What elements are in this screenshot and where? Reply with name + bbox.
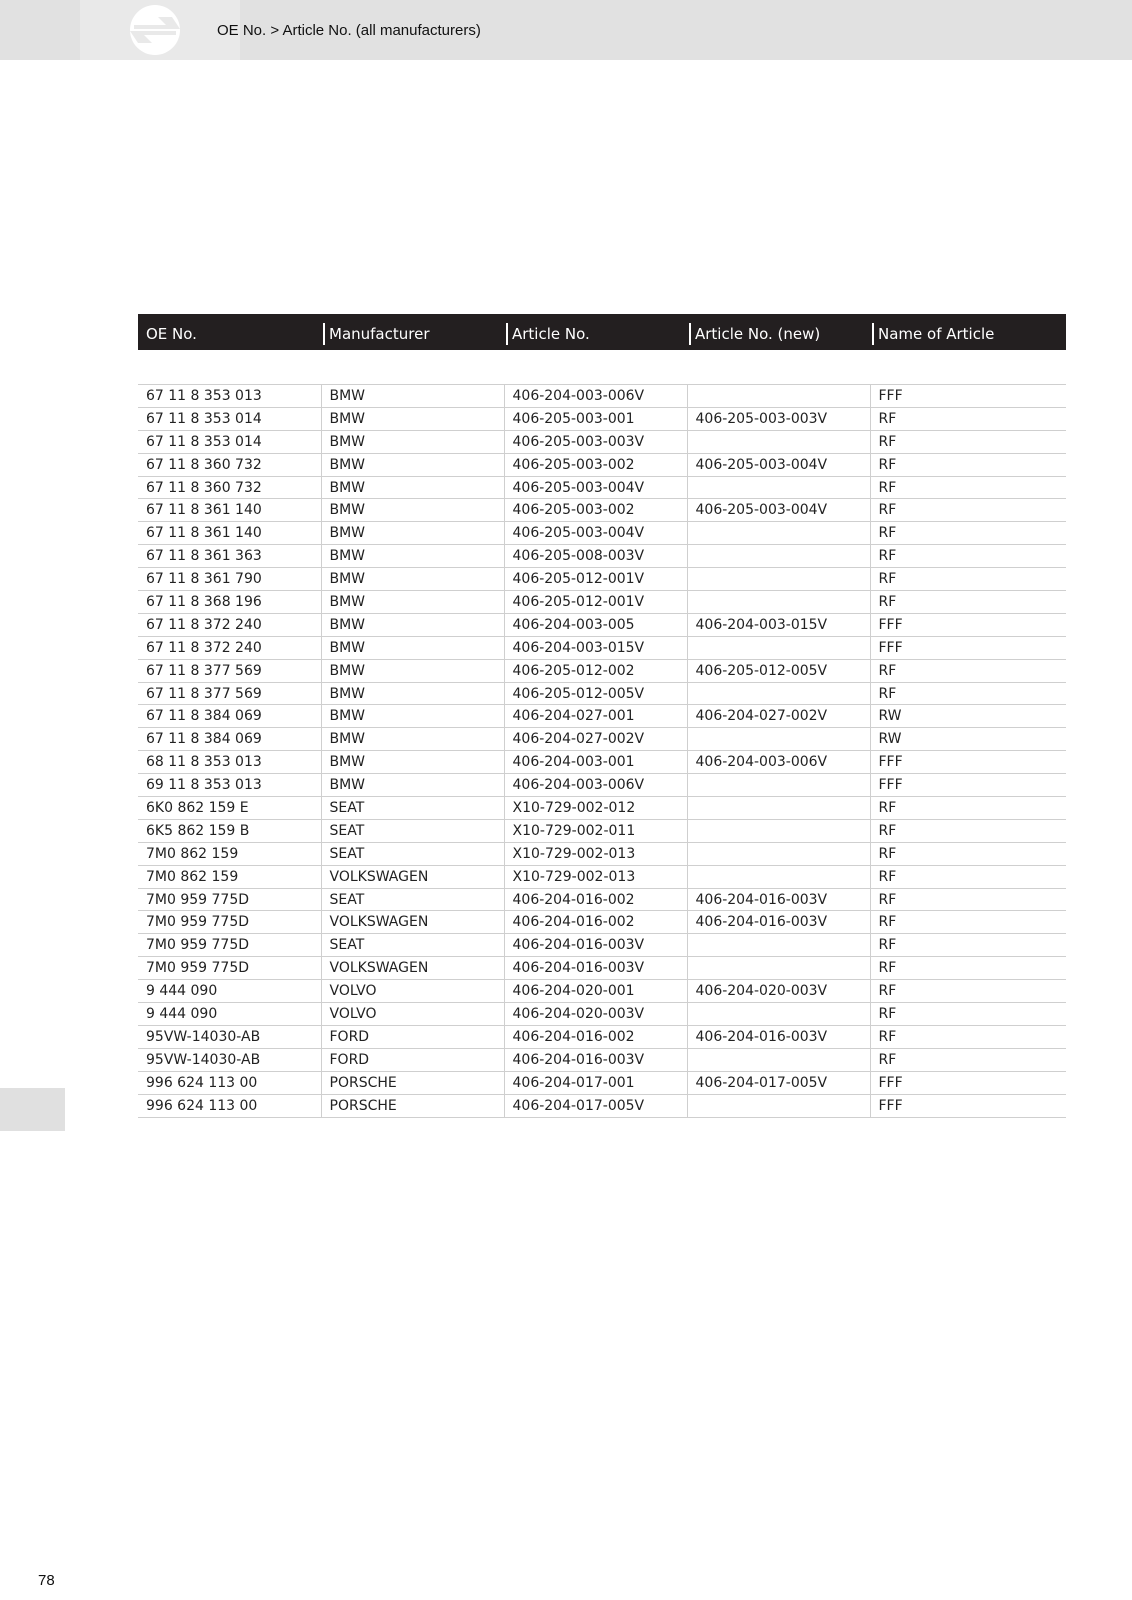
table-cell: 406-204-027-001: [504, 705, 687, 728]
table-cell: FFF: [870, 751, 1066, 774]
article-table: [138, 314, 1066, 1118]
table-cell: BMW: [321, 568, 504, 591]
table-cell: 7M0 959 775D: [138, 957, 321, 980]
table-cell: 406-205-003-002: [504, 499, 687, 522]
table-cell: 406-204-016-002: [504, 1025, 687, 1048]
table-cell: SEAT: [321, 888, 504, 911]
table-cell: 406-205-012-005V: [687, 659, 870, 682]
table-cell: X10-729-002-011: [504, 819, 687, 842]
table-cell: BMW: [321, 705, 504, 728]
table-cell: [687, 797, 870, 820]
table-row: [138, 957, 1066, 980]
table-cell: BMW: [321, 407, 504, 430]
table-cell: RF: [870, 476, 1066, 499]
table-cell: [687, 842, 870, 865]
table-cell: 406-204-016-003V: [687, 911, 870, 934]
column-header: Manufacturer: [321, 314, 504, 350]
table-cell: 406-204-003-001: [504, 751, 687, 774]
table-row: [138, 545, 1066, 568]
table-row: [138, 728, 1066, 751]
table-row: [138, 385, 1066, 408]
table-cell: FFF: [870, 1071, 1066, 1094]
table-row: [138, 591, 1066, 614]
table-cell: 95VW-14030-AB: [138, 1048, 321, 1071]
table-cell: RF: [870, 911, 1066, 934]
table-cell: BMW: [321, 682, 504, 705]
table-cell: BMW: [321, 499, 504, 522]
table-cell: 67 11 8 361 363: [138, 545, 321, 568]
table-row: [138, 888, 1066, 911]
table-row: [138, 797, 1066, 820]
table-cell: 68 11 8 353 013: [138, 751, 321, 774]
table-row: [138, 1048, 1066, 1071]
table-cell: 406-205-003-004V: [504, 476, 687, 499]
table-cell: 406-205-008-003V: [504, 545, 687, 568]
table-cell: RF: [870, 659, 1066, 682]
table-cell: 406-204-003-006V: [504, 385, 687, 408]
table-cell: RW: [870, 705, 1066, 728]
table-cell: 406-205-012-001V: [504, 591, 687, 614]
table-cell: BMW: [321, 385, 504, 408]
table-cell: [687, 591, 870, 614]
table-cell: [687, 430, 870, 453]
table-cell: 996 624 113 00: [138, 1071, 321, 1094]
table-cell: 406-204-016-003V: [504, 934, 687, 957]
table-row: [138, 1071, 1066, 1094]
table-header: [138, 314, 1066, 350]
table-cell: RF: [870, 1048, 1066, 1071]
table-cell: 406-204-003-015V: [504, 636, 687, 659]
table-cell: [687, 568, 870, 591]
table-cell: [687, 682, 870, 705]
table-cell: 406-204-016-002: [504, 911, 687, 934]
table-cell: [687, 1003, 870, 1026]
table-cell: X10-729-002-013: [504, 865, 687, 888]
table-cell: RF: [870, 682, 1066, 705]
table-header-row: [138, 314, 1066, 350]
table-cell: BMW: [321, 591, 504, 614]
table-cell: RF: [870, 797, 1066, 820]
table-row: [138, 522, 1066, 545]
table-cell: VOLVO: [321, 1003, 504, 1026]
table-cell: 406-204-003-015V: [687, 613, 870, 636]
table-cell: RF: [870, 591, 1066, 614]
table-cell: SEAT: [321, 842, 504, 865]
table-cell: 67 11 8 372 240: [138, 636, 321, 659]
table-cell: RF: [870, 499, 1066, 522]
table-row: [138, 430, 1066, 453]
table-body: [138, 350, 1066, 1117]
table-cell: 6K0 862 159 E: [138, 797, 321, 820]
table-cell: SEAT: [321, 819, 504, 842]
table-cell: [687, 476, 870, 499]
table-row: [138, 1003, 1066, 1026]
table-cell: [687, 1094, 870, 1117]
table-row: [138, 774, 1066, 797]
table-cell: VOLKSWAGEN: [321, 911, 504, 934]
article-table-wrapper: [138, 314, 1066, 1118]
table-cell: [687, 522, 870, 545]
table-cell: 406-205-003-001: [504, 407, 687, 430]
table-cell: [687, 819, 870, 842]
table-cell: 406-204-027-002V: [687, 705, 870, 728]
column-header: OE No.: [138, 314, 321, 350]
table-cell: VOLVO: [321, 980, 504, 1003]
table-cell: RF: [870, 842, 1066, 865]
table-cell: PORSCHE: [321, 1094, 504, 1117]
table-cell: RW: [870, 728, 1066, 751]
table-cell: 67 11 8 361 140: [138, 499, 321, 522]
table-cell: 406-204-016-003V: [687, 888, 870, 911]
table-cell: VOLKSWAGEN: [321, 865, 504, 888]
table-row: [138, 934, 1066, 957]
table-cell: 67 11 8 361 790: [138, 568, 321, 591]
table-cell: 406-205-003-004V: [504, 522, 687, 545]
table-cell: [687, 728, 870, 751]
table-row: [138, 636, 1066, 659]
table-cell: RF: [870, 934, 1066, 957]
table-cell: PORSCHE: [321, 1071, 504, 1094]
table-cell: 67 11 8 384 069: [138, 705, 321, 728]
table-cell: 406-204-003-006V: [687, 751, 870, 774]
table-cell: [687, 385, 870, 408]
table-cell: FFF: [870, 636, 1066, 659]
table-cell: RF: [870, 522, 1066, 545]
table-cell: 7M0 959 775D: [138, 911, 321, 934]
table-cell: 406-204-003-005: [504, 613, 687, 636]
table-cell: [687, 1048, 870, 1071]
table-cell: 996 624 113 00: [138, 1094, 321, 1117]
table-row: [138, 499, 1066, 522]
table-cell: 406-204-016-003V: [504, 1048, 687, 1071]
table-cell: FFF: [870, 774, 1066, 797]
table-cell: 7M0 862 159: [138, 865, 321, 888]
table-cell: 406-204-016-003V: [504, 957, 687, 980]
table-row: [138, 453, 1066, 476]
table-cell: RF: [870, 957, 1066, 980]
table-cell: BMW: [321, 613, 504, 636]
table-cell: SEAT: [321, 797, 504, 820]
table-cell: 406-205-003-002: [504, 453, 687, 476]
table-row: [138, 407, 1066, 430]
table-cell: RF: [870, 865, 1066, 888]
table-cell: BMW: [321, 545, 504, 568]
table-cell: RF: [870, 980, 1066, 1003]
table-cell: BMW: [321, 636, 504, 659]
table-cell: [687, 865, 870, 888]
table-cell: [687, 934, 870, 957]
table-cell: 406-205-003-004V: [687, 453, 870, 476]
table-cell: BMW: [321, 659, 504, 682]
table-cell: [687, 545, 870, 568]
table-cell: 67 11 8 384 069: [138, 728, 321, 751]
table-cell: 95VW-14030-AB: [138, 1025, 321, 1048]
table-row: [138, 705, 1066, 728]
table-cell: 406-205-003-003V: [504, 430, 687, 453]
brand-logo-icon: [128, 3, 182, 57]
table-cell: 67 11 8 353 013: [138, 385, 321, 408]
table-cell: 406-205-003-003V: [687, 407, 870, 430]
table-cell: 9 444 090: [138, 980, 321, 1003]
table-cell: BMW: [321, 728, 504, 751]
table-cell: [687, 774, 870, 797]
table-cell: [687, 957, 870, 980]
table-cell: RF: [870, 888, 1066, 911]
table-cell: RF: [870, 430, 1066, 453]
table-cell: 406-204-020-003V: [504, 1003, 687, 1026]
table-cell: RF: [870, 568, 1066, 591]
table-cell: 406-204-017-001: [504, 1071, 687, 1094]
table-cell: 67 11 8 361 140: [138, 522, 321, 545]
page-number: 78: [38, 1572, 55, 1589]
table-cell: RF: [870, 407, 1066, 430]
table-cell: 406-204-027-002V: [504, 728, 687, 751]
table-cell: RF: [870, 819, 1066, 842]
table-cell: 406-204-017-005V: [504, 1094, 687, 1117]
table-cell: 67 11 8 353 014: [138, 430, 321, 453]
table-row: [138, 751, 1066, 774]
table-cell: 406-204-020-001: [504, 980, 687, 1003]
column-header: Name of Article: [870, 314, 1066, 350]
table-cell: FORD: [321, 1025, 504, 1048]
table-cell: RF: [870, 453, 1066, 476]
table-cell: RF: [870, 1025, 1066, 1048]
table-row: [138, 865, 1066, 888]
table-cell: BMW: [321, 522, 504, 545]
table-cell: BMW: [321, 430, 504, 453]
table-row: [138, 911, 1066, 934]
table-cell: FORD: [321, 1048, 504, 1071]
table-cell: BMW: [321, 774, 504, 797]
table-row: [138, 659, 1066, 682]
table-cell: 7M0 959 775D: [138, 934, 321, 957]
table-cell: 406-204-016-003V: [687, 1025, 870, 1048]
side-tab-marker: [0, 1088, 65, 1131]
table-cell: 6K5 862 159 B: [138, 819, 321, 842]
table-cell: RF: [870, 545, 1066, 568]
header-bar: [0, 0, 1132, 60]
table-cell: 67 11 8 372 240: [138, 613, 321, 636]
page-title: OE No. > Article No. (all manufacturers): [217, 22, 481, 39]
table-cell: 67 11 8 353 014: [138, 407, 321, 430]
table-cell: RF: [870, 1003, 1066, 1026]
table-row: [138, 980, 1066, 1003]
table-cell: 69 11 8 353 013: [138, 774, 321, 797]
table-cell: 9 444 090: [138, 1003, 321, 1026]
table-cell: [687, 636, 870, 659]
table-row: [138, 1094, 1066, 1117]
logo-box: [80, 0, 240, 60]
table-cell: 67 11 8 377 569: [138, 659, 321, 682]
table-row: [138, 682, 1066, 705]
table-cell: FFF: [870, 385, 1066, 408]
table-cell: FFF: [870, 1094, 1066, 1117]
column-header: Article No. (new): [687, 314, 870, 350]
table-cell: 406-204-017-005V: [687, 1071, 870, 1094]
table-cell: 406-204-020-003V: [687, 980, 870, 1003]
table-spacer-row: [138, 350, 1066, 385]
table-cell: 406-204-003-006V: [504, 774, 687, 797]
table-cell: 406-205-012-001V: [504, 568, 687, 591]
table-cell: 406-204-016-002: [504, 888, 687, 911]
table-cell: BMW: [321, 476, 504, 499]
table-cell: 67 11 8 360 732: [138, 476, 321, 499]
table-cell: BMW: [321, 453, 504, 476]
table-row: [138, 476, 1066, 499]
table-cell: 67 11 8 360 732: [138, 453, 321, 476]
table-cell: X10-729-002-013: [504, 842, 687, 865]
table-cell: 67 11 8 368 196: [138, 591, 321, 614]
table-row: [138, 568, 1066, 591]
table-cell: 7M0 862 159: [138, 842, 321, 865]
table-row: [138, 842, 1066, 865]
table-cell: 406-205-003-004V: [687, 499, 870, 522]
table-cell: 406-205-012-002: [504, 659, 687, 682]
table-cell: SEAT: [321, 934, 504, 957]
table-cell: VOLKSWAGEN: [321, 957, 504, 980]
table-cell: 406-205-012-005V: [504, 682, 687, 705]
table-row: [138, 613, 1066, 636]
table-cell: X10-729-002-012: [504, 797, 687, 820]
table-cell: 7M0 959 775D: [138, 888, 321, 911]
table-row: [138, 1025, 1066, 1048]
table-cell: FFF: [870, 613, 1066, 636]
table-row: [138, 819, 1066, 842]
table-cell: BMW: [321, 751, 504, 774]
table-cell: 67 11 8 377 569: [138, 682, 321, 705]
column-header: Article No.: [504, 314, 687, 350]
